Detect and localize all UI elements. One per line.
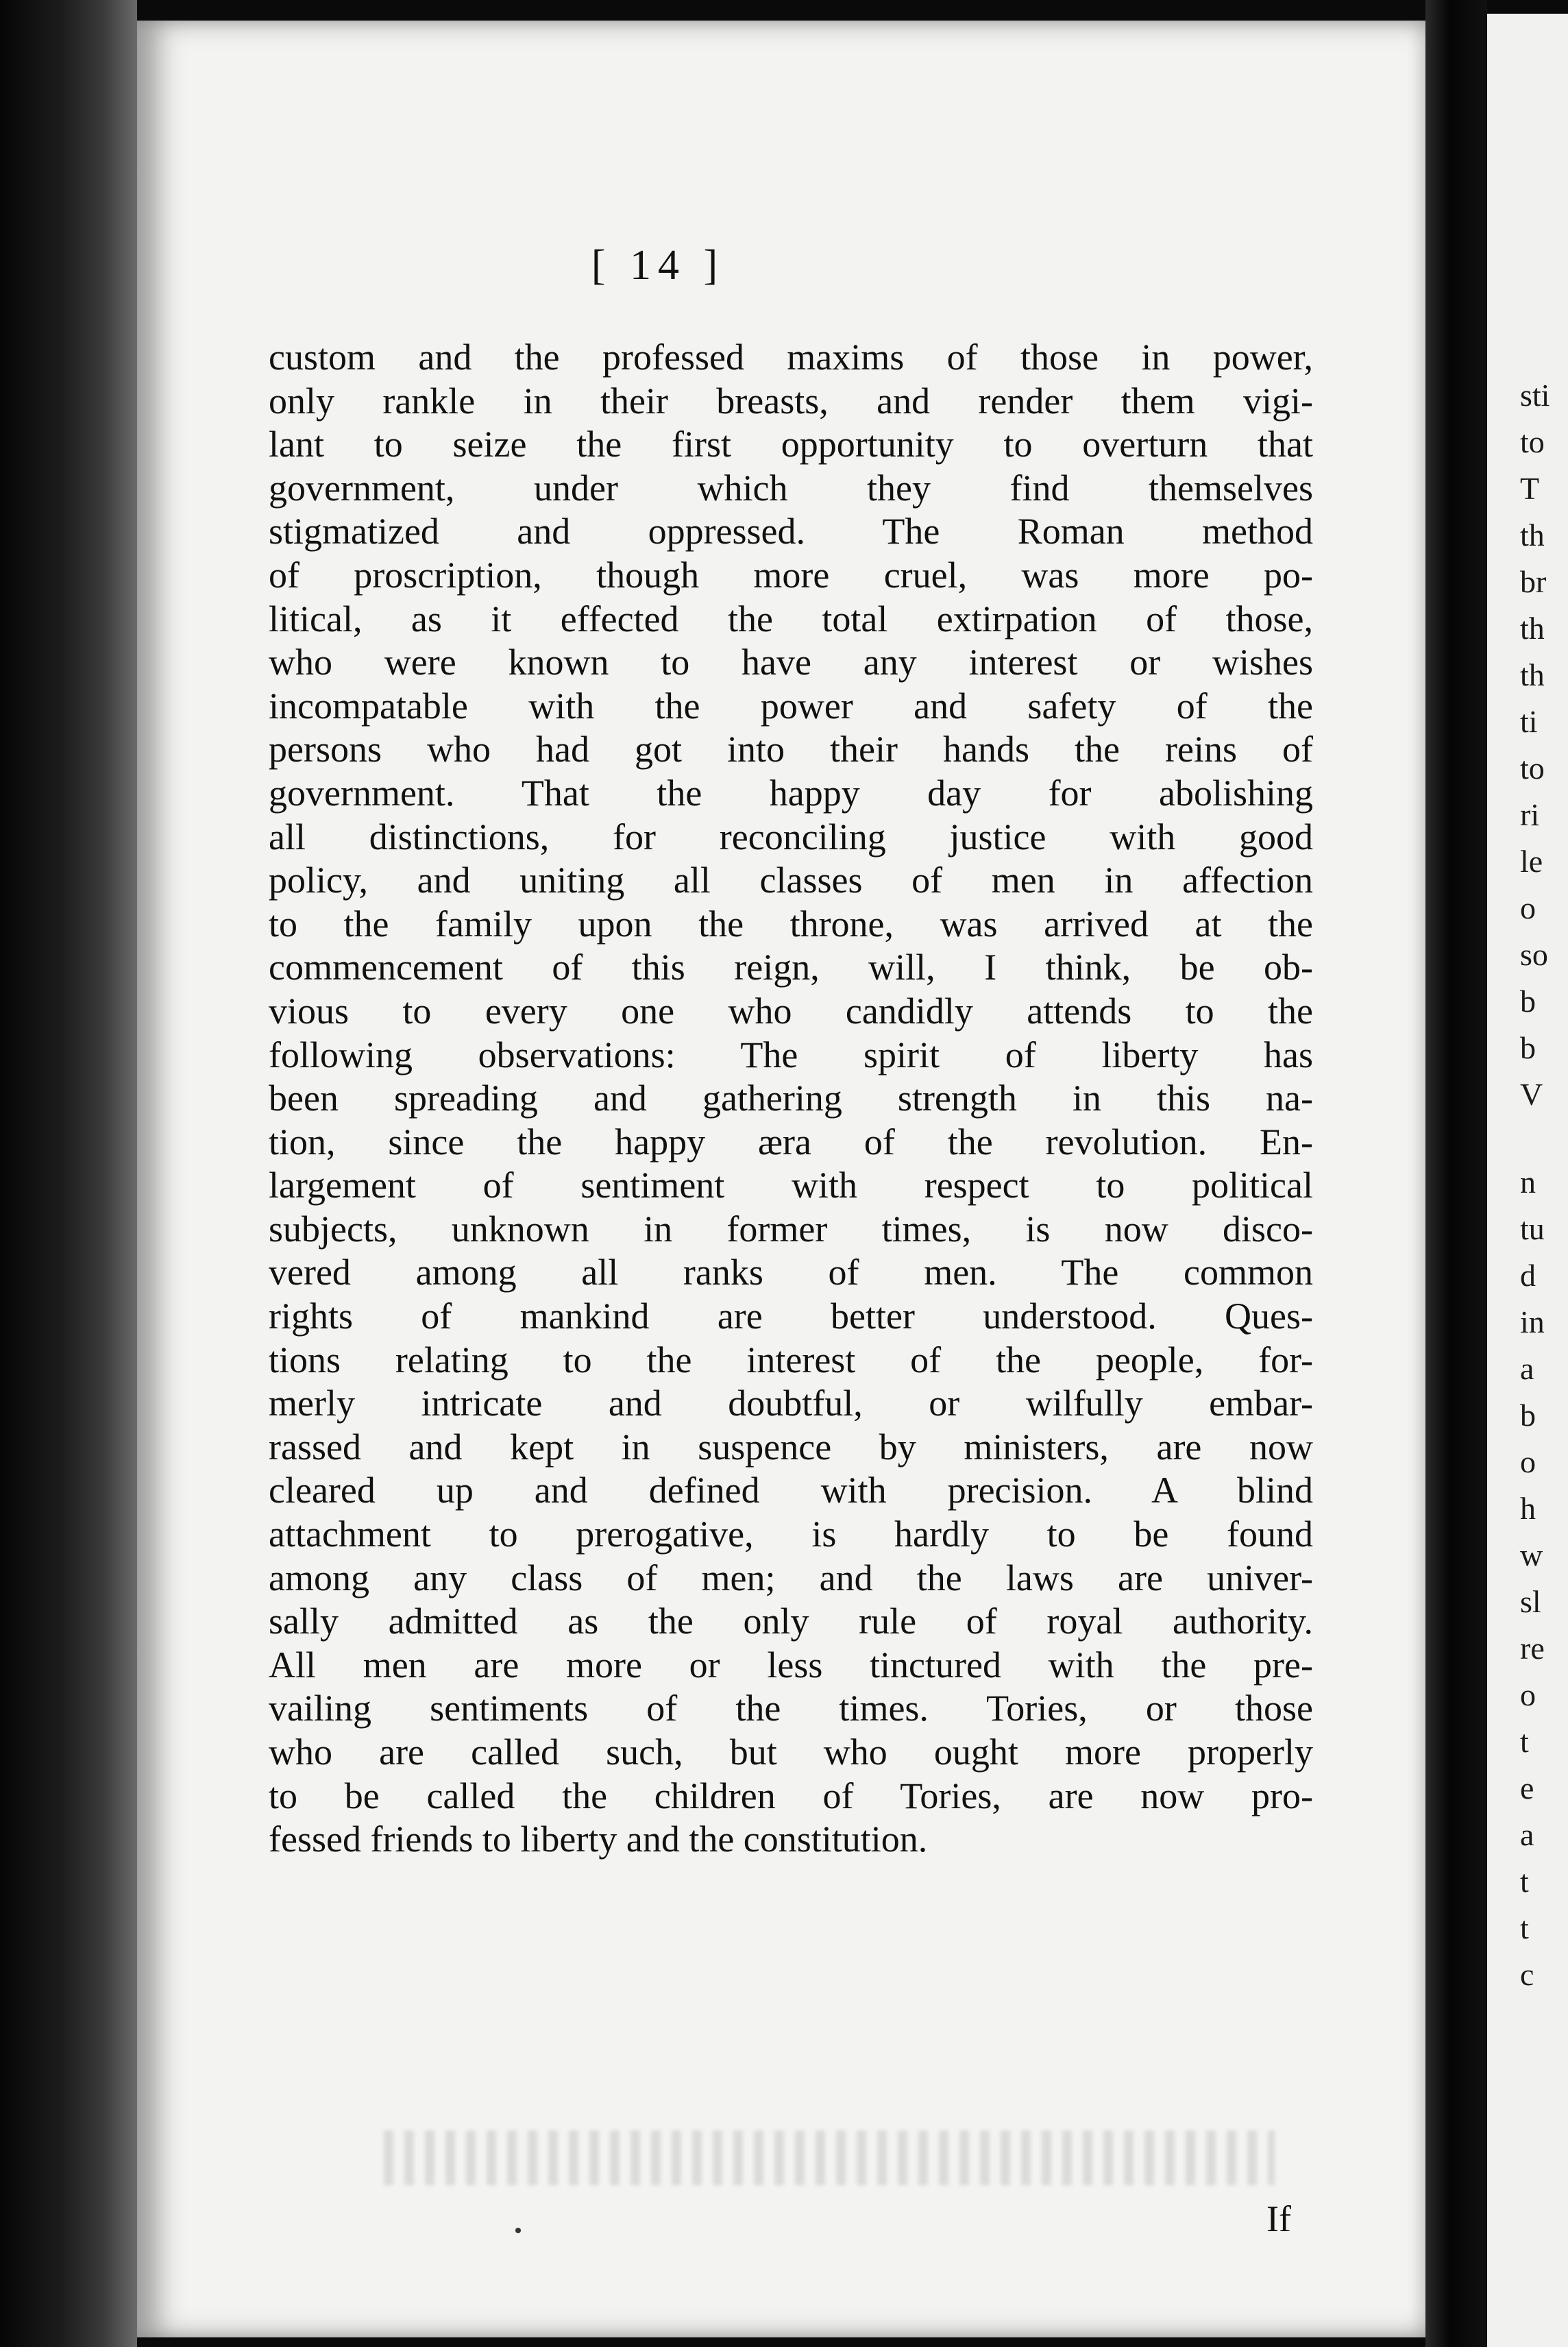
facing-page	[1487, 14, 1568, 2347]
text-line: All men are more or less tinctured with the pre-	[269, 1644, 1313, 1686]
text-line: who are called such, but who ought more properly	[269, 1731, 1313, 1773]
facing-page-fragment: to	[1520, 424, 1545, 459]
facing-page-fragment: in	[1520, 1304, 1545, 1339]
text-line: subjects, unknown in former times, is now disco-	[269, 1208, 1313, 1250]
text-line: to be called the children of Tories, are now pro-	[269, 1775, 1313, 1816]
text-line: been spreading and gathering strength in this na-	[269, 1078, 1313, 1119]
text-line: government. That the happy day for abolishing	[269, 772, 1313, 814]
catchword: If	[1266, 2198, 1291, 2239]
facing-page-fragment: so	[1520, 937, 1548, 972]
text-line: who were known to have any interest or wishes	[269, 642, 1313, 683]
text-line: largement of sentiment with respect to political	[269, 1165, 1313, 1206]
facing-page-fragment: n	[1520, 1165, 1536, 1200]
text-line: only rankle in their breasts, and render them vigi-	[269, 380, 1313, 422]
facing-page-fragment: a	[1520, 1817, 1534, 1852]
text-line: sally admitted as the only rule of royal authority.	[269, 1601, 1313, 1642]
facing-page-fragment: w	[1520, 1537, 1543, 1572]
facing-page-fragment: sl	[1520, 1584, 1541, 1619]
text-line: commencement of this reign, will, I think, be ob-	[269, 947, 1313, 988]
facing-page-fragment: V	[1520, 1077, 1543, 1112]
text-line: vious to every one who candidly attends to the	[269, 990, 1313, 1032]
facing-page-fragment: b	[1520, 984, 1536, 1019]
facing-page-fragment: tu	[1520, 1211, 1545, 1246]
text-line: custom and the professed maxims of those in power,	[269, 337, 1313, 378]
text-line: government, under which they find themselves	[269, 467, 1313, 509]
facing-page-fragment: T	[1520, 471, 1540, 506]
text-line: persons who had got into their hands the reins of	[269, 729, 1313, 770]
facing-page-fragment: sti	[1520, 378, 1550, 413]
text-line: tion, since the happy æra of the revolution. En-	[269, 1121, 1313, 1163]
text-line: fessed friends to liberty and the constitution.	[269, 1819, 928, 1860]
facing-page-fragment: b	[1520, 1398, 1536, 1433]
text-line: lant to seize the first opportunity to overturn that	[269, 424, 1313, 465]
facing-page-fragment: le	[1520, 844, 1543, 879]
text-line: vailing sentiments of the times. Tories, or those	[269, 1688, 1313, 1729]
facing-page-fragment: to	[1520, 751, 1545, 786]
page-number: [ 14 ]	[591, 242, 725, 289]
text-line: to the family upon the throne, was arrived at the	[269, 903, 1313, 945]
text-line: among any class of men; and the laws are univer-	[269, 1557, 1313, 1598]
facing-page-fragment: th	[1520, 611, 1545, 646]
facing-page-fragment: b	[1520, 1030, 1536, 1065]
facing-page-fragment: br	[1520, 564, 1547, 599]
facing-page-fragment: o	[1520, 1444, 1536, 1479]
facing-page-fragment: a	[1520, 1351, 1534, 1386]
facing-page-fragment: o	[1520, 1677, 1536, 1712]
text-line: all distinctions, for reconciling justice with good	[269, 816, 1313, 858]
facing-page-fragment: h	[1520, 1491, 1536, 1526]
facing-page-fragment: re	[1520, 1631, 1545, 1666]
facing-page-fragment: o	[1520, 890, 1536, 925]
book-gutter	[1425, 0, 1487, 2347]
text-line: following observations: The spirit of liberty has	[269, 1034, 1313, 1075]
facing-page-fragment: c	[1520, 1957, 1534, 1992]
text-line: incompatable with the power and safety of the	[269, 685, 1313, 727]
facing-page-fragment: th	[1520, 518, 1545, 552]
facing-page-fragment: e	[1520, 1771, 1534, 1805]
text-line: cleared up and defined with precision. A blind	[269, 1470, 1313, 1511]
text-line: merly intricate and doubtful, or wilfully embar-	[269, 1383, 1313, 1424]
facing-page-fragment: d	[1520, 1258, 1536, 1293]
text-line: rights of mankind are better understood. Ques-	[269, 1296, 1313, 1337]
body-text	[269, 336, 1313, 1862]
facing-page-fragment: t	[1520, 1864, 1529, 1899]
text-line: attachment to prerogative, is hardly to be found	[269, 1513, 1313, 1555]
facing-page-fragment: ri	[1520, 797, 1540, 832]
facing-page-fragment: ti	[1520, 704, 1538, 739]
facing-page-fragment: t	[1520, 1724, 1529, 1759]
facing-page-fragment: t	[1520, 1910, 1529, 1945]
text-line: tions relating to the interest of the people, for-	[269, 1339, 1313, 1381]
ink-speck	[515, 2228, 521, 2233]
text-line: stigmatized and oppressed. The Roman method	[269, 511, 1313, 552]
text-line: vered among all ranks of men. The common	[269, 1252, 1313, 1293]
text-line: of proscription, though more cruel, was more po-	[269, 554, 1313, 596]
book-binding-edge	[0, 0, 137, 2347]
show-through-ink	[384, 2130, 1275, 2185]
text-line: rassed and kept in suspence by ministers, are now	[269, 1426, 1313, 1468]
facing-page-fragment: th	[1520, 657, 1545, 692]
text-line: litical, as it effected the total extirpation of those,	[269, 598, 1313, 640]
text-line: policy, and uniting all classes of men in affection	[269, 860, 1313, 901]
